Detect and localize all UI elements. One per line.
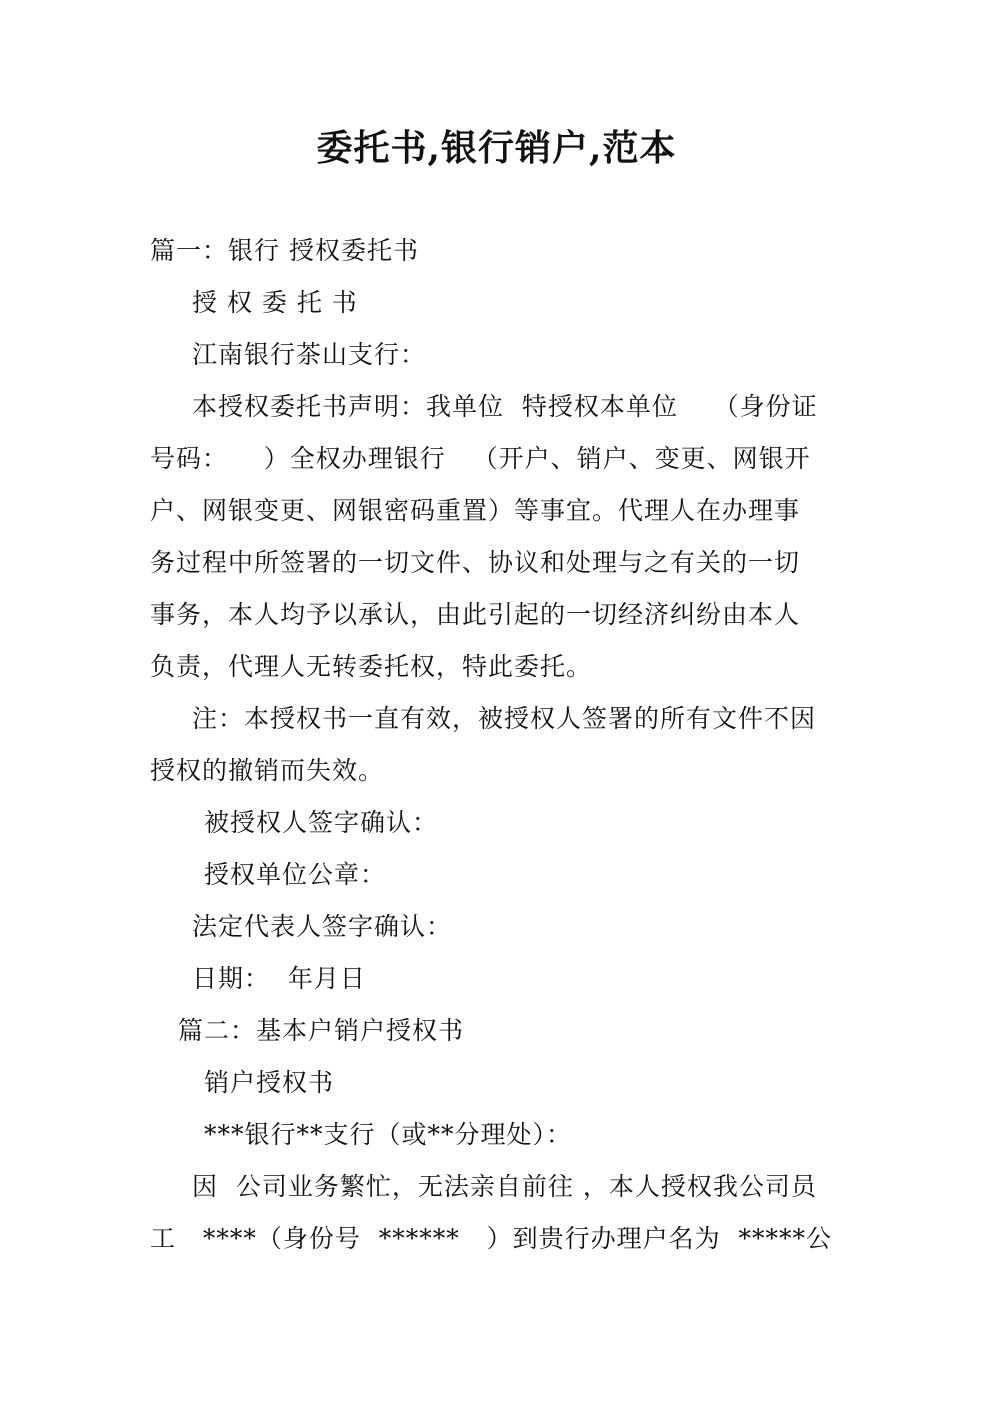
note-line: 授权的撤销而失效。 [150,756,385,785]
body-line: 务过程中所签署的一切文件、协议和处理与之有关的一切 [150,548,801,577]
legal-rep-signature-label: 法定代表人签字确认： [192,912,453,941]
signature-field-label: 被授权人签字确认： [204,808,439,837]
section-heading-1: 篇一：银行 授权委托书 [150,236,419,265]
document-title: 委托书,银行销户,范本 [316,127,677,169]
subheading-closure: 销户授权书 [204,1068,335,1097]
body-line: 事务，本人均予以承认，由此引起的一切经济纠纷由本人 [150,600,801,629]
body-line: 户、网银变更、网银密码重置）等事宜。代理人在办理事 [150,496,801,525]
body-line: 本授权委托书声明：我单位 特授权本单位 （身份证 [192,392,818,421]
subheading-authorization: 授 权 委 托 书 [192,288,358,317]
note-line: 注：本授权书一直有效，被授权人签署的所有文件不因 [192,704,817,733]
body-line: 工 ****（身份号 ****** ）到贵行办理户名为 *****公 [150,1224,832,1253]
seal-field-label: 授权单位公章： [204,860,387,889]
body-line: 号码： ）全权办理银行 （开户、销户、变更、网银开 [150,444,811,473]
body-line: 因 公司业务繁忙，无法亲自前往 ，本人授权我公司员 [192,1172,817,1201]
addressee-line: ***银行**支行（或**分理处）： [204,1120,573,1149]
date-field-label: 日期： 年月日 [192,964,366,993]
section-heading-2: 篇二：基本户销户授权书 [178,1016,465,1045]
body-line: 负责，代理人无转委托权，特此委托。 [150,652,593,681]
addressee-line: 江南银行茶山支行： [192,340,427,369]
